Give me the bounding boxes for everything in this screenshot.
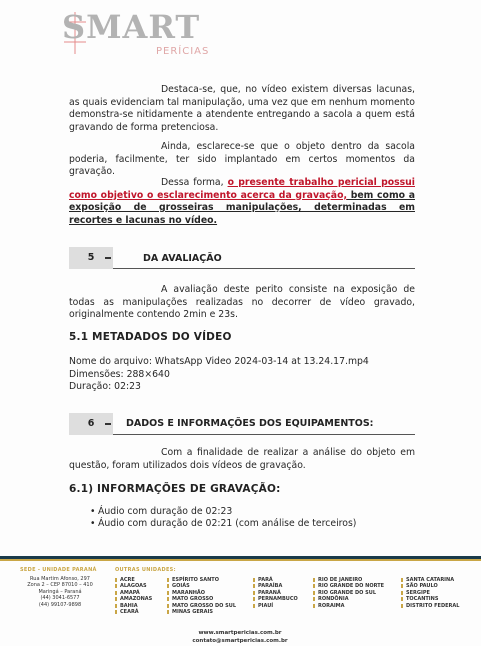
footer-states-col-4 — [313, 577, 384, 609]
footer-state: PARAÍBA — [253, 583, 298, 589]
footer-state: ESPÍRITO SANTO — [167, 577, 236, 583]
section-5-rule — [113, 268, 415, 269]
footer-state: AMAPÁ — [115, 590, 152, 596]
smart-pericias-logo — [62, 8, 222, 58]
footer-website[interactable]: www.smartpericias.com.br — [198, 630, 282, 636]
section-6-1-title: 6.1) INFORMAÇÕES DE GRAVAÇÃO: — [69, 483, 281, 495]
footer-state: PARÁ — [253, 577, 298, 583]
metadata-dimensions: Dimensões: 288×640 — [69, 368, 170, 380]
footer-state: DISTRITO FEDERAL — [401, 603, 459, 609]
footer-state: PARANÁ — [253, 590, 298, 596]
paragraph-objetivo-pre: Dessa forma, — [161, 177, 228, 188]
section-5-text: A avaliação deste perito consiste na exposição de todas as manipulações realizadas no decorrer de vídeo gravado, originalmente contendo 2min e 23s. — [69, 284, 415, 320]
footer-state: CEARÁ — [115, 609, 152, 615]
list-item: • Áudio com duração de 02:21 (com análise de terceiros) — [90, 518, 356, 530]
footer-states-col-5 — [401, 577, 459, 609]
metadata-block — [69, 356, 415, 394]
section-5-dash — [105, 257, 111, 259]
footer-state: GOIÁS — [167, 583, 236, 589]
footer-state: MATO GROSSO DO SUL — [167, 603, 236, 609]
footer-hq-label: SEDE - UNIDADE PARANÁ — [20, 567, 97, 573]
footer-state: RIO GRANDE DO NORTE — [313, 583, 384, 589]
logo-sub-text: PERÍCIAS — [156, 46, 210, 57]
footer-address-line: (44) 3041-6577 — [40, 595, 80, 602]
metadata-duration: Duração: 02:23 — [69, 381, 141, 392]
footer-states-col-1 — [115, 577, 152, 615]
paragraph-objeto-sacola: Ainda, esclarece-se que o objeto dentro da sacola poderia, facilmente, ter sido implantado em certos momentos da gravação. — [69, 141, 415, 177]
footer-hq-address — [20, 576, 100, 608]
footer-state: PIAUÍ — [253, 603, 298, 609]
section-5-title: DA AVALIAÇÃO — [143, 253, 222, 264]
footer-bar-gold — [0, 559, 481, 561]
paragraph-objetivo — [69, 177, 415, 227]
footer-state: AMAZONAS — [115, 596, 152, 602]
section-5-number: 5 — [69, 247, 113, 269]
section-6-dash — [105, 423, 111, 425]
footer-state: PERNAMBUCO — [253, 596, 298, 602]
footer-state: ALAGOAS — [115, 583, 152, 589]
paragraph-objetivo-bold: bem como a exposição de grosseiras manipulações, determinadas em recortes e lacunas no vídeo. — [69, 189, 415, 226]
section-5-1-title: 5.1 METADADOS DO VÍDEO — [69, 331, 232, 343]
footer-state: MARANHÃO — [167, 590, 236, 596]
footer-state: SÃO PAULO — [401, 583, 459, 589]
footer-state: MINAS GERAIS — [167, 609, 236, 615]
footer-email[interactable]: contato@smartpericias.com.br — [192, 638, 288, 644]
footer-address-line: Rua Martim Afonso, 297 — [30, 576, 90, 582]
section-6-number: 6 — [69, 413, 113, 435]
section-6-header — [69, 413, 415, 435]
footer-other-label: OUTRAS UNIDADES: — [115, 567, 176, 573]
footer-states-col-3 — [253, 577, 298, 609]
footer-state: RIO GRANDE DO SUL — [313, 590, 384, 596]
paragraph-objetivo-highlight: o presente trabalho pericial possui como objetivo o esclarecimento acerca da gravação, — [69, 177, 415, 201]
section-5-header — [69, 247, 415, 269]
recording-info-list — [90, 506, 356, 530]
footer-state: SANTA CATARINA — [401, 577, 459, 583]
list-item: • Áudio com duração de 02:23 — [90, 506, 356, 518]
section-6-title: DADOS E INFORMAÇÕES DOS EQUIPAMENTOS: — [126, 418, 374, 429]
footer-state: RONDÔNIA — [313, 596, 384, 602]
logo-main-text: SMART — [62, 8, 201, 46]
footer-state: ACRE — [115, 577, 152, 583]
footer-state: RIO DE JANEIRO — [313, 577, 384, 583]
metadata-file-name: Nome do arquivo: WhatsApp Video 2024-03-14 at 13.24.17.mp4 — [69, 356, 369, 367]
footer-state: RORAIMA — [313, 603, 384, 609]
paragraph-lacunas: Destaca-se, que, no vídeo existem diversas lacunas, as quais evidenciam tal manipulação, uma vez que em nenhum momento demonstra-se nitidamente a atendente entregando a sacola a quem está gravando de forma pretenciosa. — [69, 84, 415, 133]
footer-state: MATO GROSSO — [167, 596, 236, 602]
footer-address-line: (44) 99107-9898 — [38, 601, 82, 608]
footer-state: SERGIPE — [401, 590, 459, 596]
footer-address-line: Zona 2 – CEP 87010 – 410 — [27, 582, 93, 589]
footer-state: TOCANTINS — [401, 596, 459, 602]
footer-state: BAHIA — [115, 603, 152, 609]
footer-states-col-2 — [167, 577, 236, 615]
section-6-rule — [113, 434, 415, 435]
section-6-text: Com a finalidade de realizar a análise do objeto em questão, foram utilizados dois vídeos de gravação. — [69, 447, 415, 471]
footer-address-line: Maringá – Paraná — [38, 588, 82, 595]
